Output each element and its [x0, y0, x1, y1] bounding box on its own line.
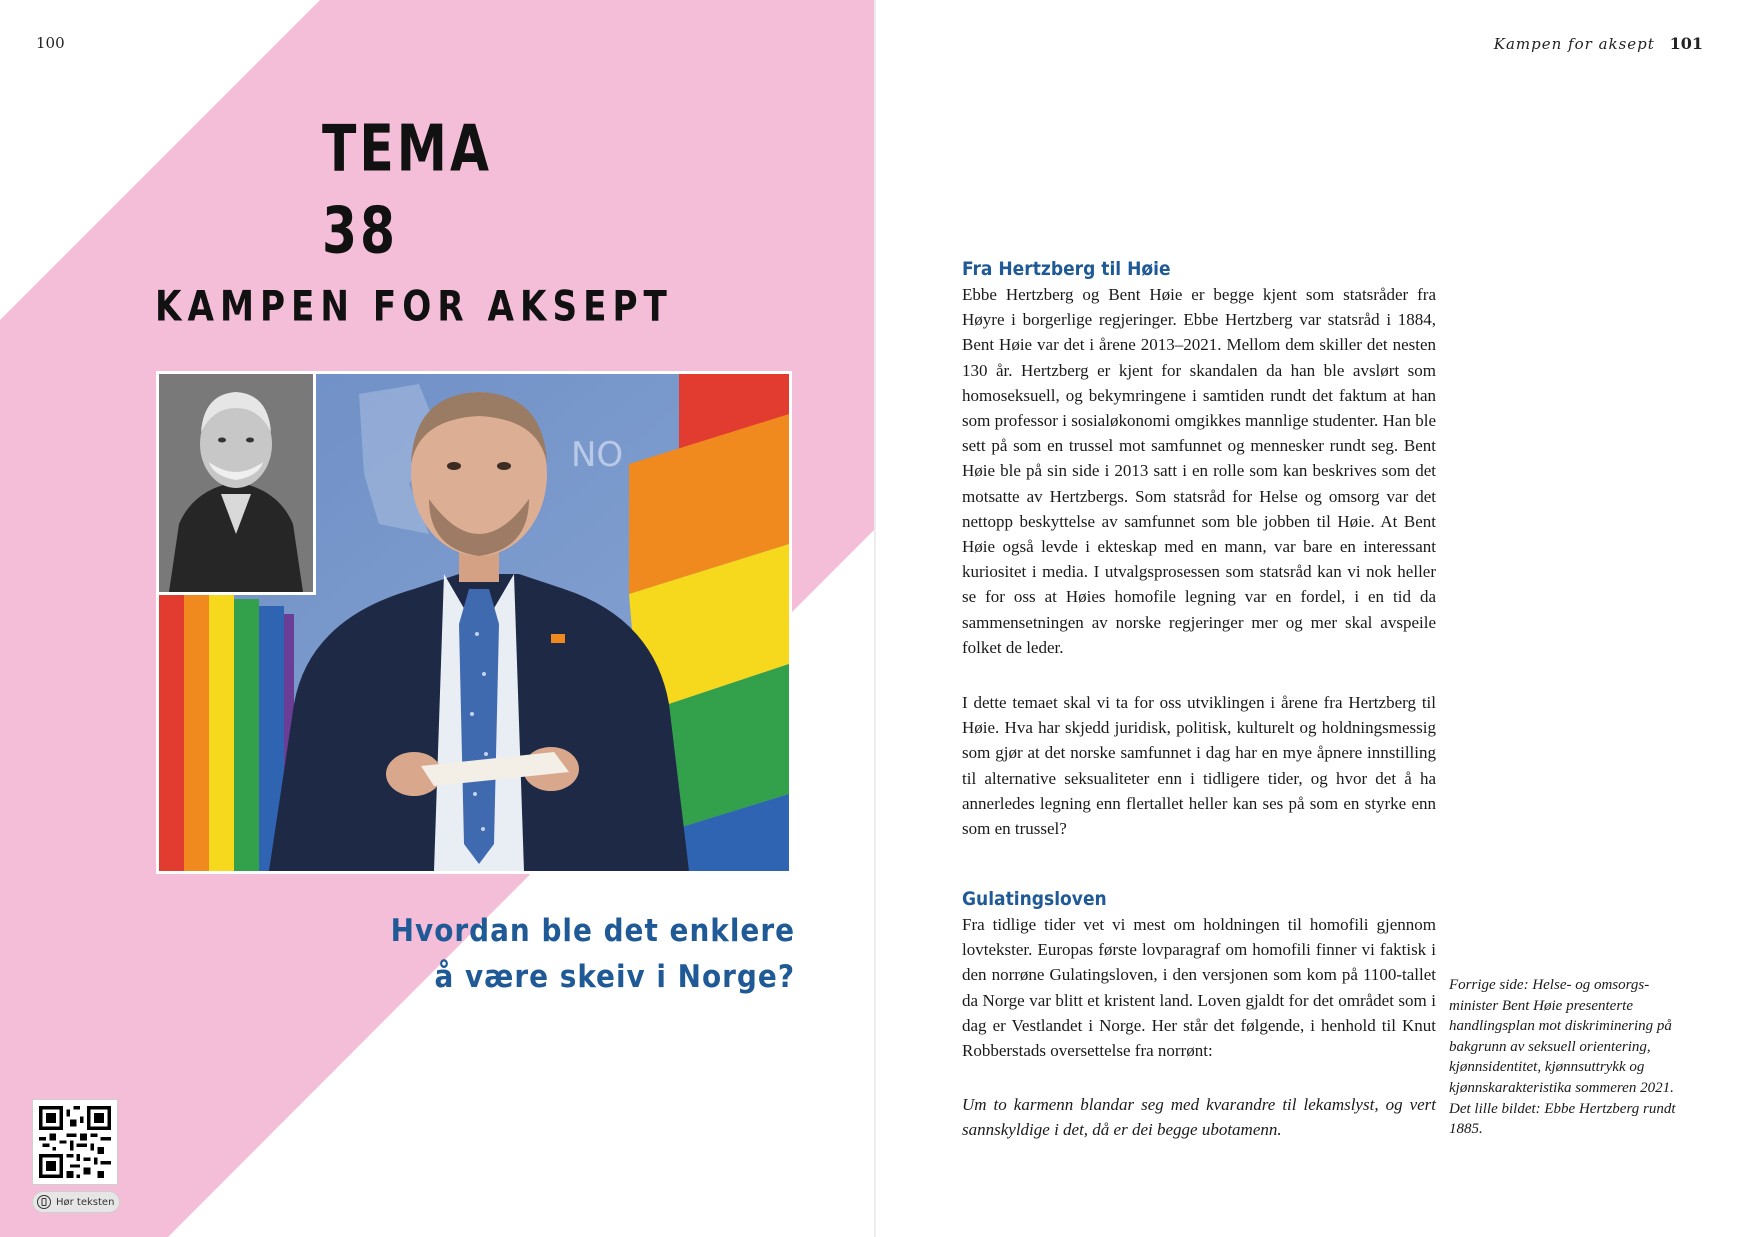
page-number-left: 100: [36, 34, 65, 52]
running-head: [1494, 34, 1703, 53]
tema-label: TEMA: [322, 112, 492, 187]
phone-icon: [37, 1195, 51, 1209]
lead-question-line-1: Hvordan ble det enklere: [390, 913, 795, 949]
qr-code[interactable]: [32, 1099, 118, 1185]
backdrop-text: NO: [571, 435, 624, 475]
photo-caption: Forrige side: Helse- og omsorgsminister Bent Høie presenterte handlingsplan mot diskriminering på bakgrunn av seksuell orientering, kjønnsidentitet, kjønnsuttrykk og kjønnskarakteristika sommeren 2021. Det lille bildet: Ebbe Hertzberg rundt 1885.: [1449, 977, 1676, 1138]
section1-paragraph-2-block: [962, 690, 1436, 841]
theme-title: KAMPEN FOR AKSEPT: [155, 282, 673, 331]
section1-paragraph-2: I dette temaet skal vi ta for oss utviklingen i årene fra Hertzberg til Høie. Hva har skjedd juridisk, politisk, kulturelt og holdningsmessig som gjør at det norske samfunnet i dag har en mye åpnere innstilling til alternative seksualiteter enn i tidligere tider, og hvor det å ha annerledes legning enn flertallet heller kan ses på som en styrke enn som en trussel?: [962, 693, 1436, 839]
section-hertzberg-hoie: [962, 256, 1436, 660]
lead-question-line-2: å være skeiv i Norge?: [434, 959, 795, 995]
lead-question: [375, 908, 795, 1000]
inset-photo: [156, 371, 316, 595]
section-heading-2: Gulatingsloven: [962, 888, 1107, 910]
section-heading-1: Fra Hertzberg til Høie: [962, 258, 1171, 280]
audio-button-label: Hør teksten: [56, 1196, 115, 1208]
section-gulatingsloven: [962, 886, 1436, 1063]
page-number-right: 101: [1669, 34, 1703, 53]
right-page: [876, 0, 1745, 1237]
law-quote: Um to karmenn blandar seg med kvarandre til lekamslyst, og vert sannskyldige i det, då er dei begge ubotamenn.: [962, 1095, 1436, 1140]
section2-paragraph-1: Fra tidlige tider vet vi mest om holdningen til homofili gjennom lovtekster. Europas første lovparagraf om homofili finner vi faktisk i den norrøne Gulatingsloven, i den versjonen som kom på 1100-tallet da Norge var blitt et kristent land. Loven gjaldt for det området som i dag er Vestlandet i Norge. Her står det følgende, i henhold til Knut Robberstads oversettelse fra norrønt:: [962, 915, 1436, 1061]
audio-button[interactable]: [32, 1191, 120, 1213]
running-head-title: Kampen for aksept: [1493, 35, 1655, 53]
tema-number: 38: [322, 194, 399, 269]
qr-code-icon: [39, 1106, 111, 1178]
law-quote-block: [962, 1092, 1436, 1142]
section1-paragraph-1: Ebbe Hertzberg og Bent Høie er begge kjent som statsråder fra Høyre i borgerlige regjeringer. Ebbe Hertzberg var statsråd i 1884, Bent Høie var det i årene 2013–2021. Mellom dem skiller det nesten 130 år. Hertzberg er kjent for skandalen da han ble avslørt som homoseksuell, og bekymringene i samtiden rundt det faktum at han som professor i sosialøkonomi omgikkes mannlige studenter. Han ble sett på som en trussel mot samfunnet og mennesker rundt seg. Bent Høie ble på sin side i 2013 satt i en rolle som kan beskrives som det motsatte av Hertzbergs. Som statsråd for Helse og omsorg var det nettopp beskyttelse av samfunnet som ble jobben til Høie. At Bent Høie også levde i ekteskap med en mann, var bare en interessant kuriositet i media. I utvalgsprosessen som statsråd kan vi nok heller se for oss at Høies homofile legning var en fordel, i en tid da sammensetningen av norske regjeringer mer og mer skal avspeile folket de leder.: [962, 285, 1436, 657]
